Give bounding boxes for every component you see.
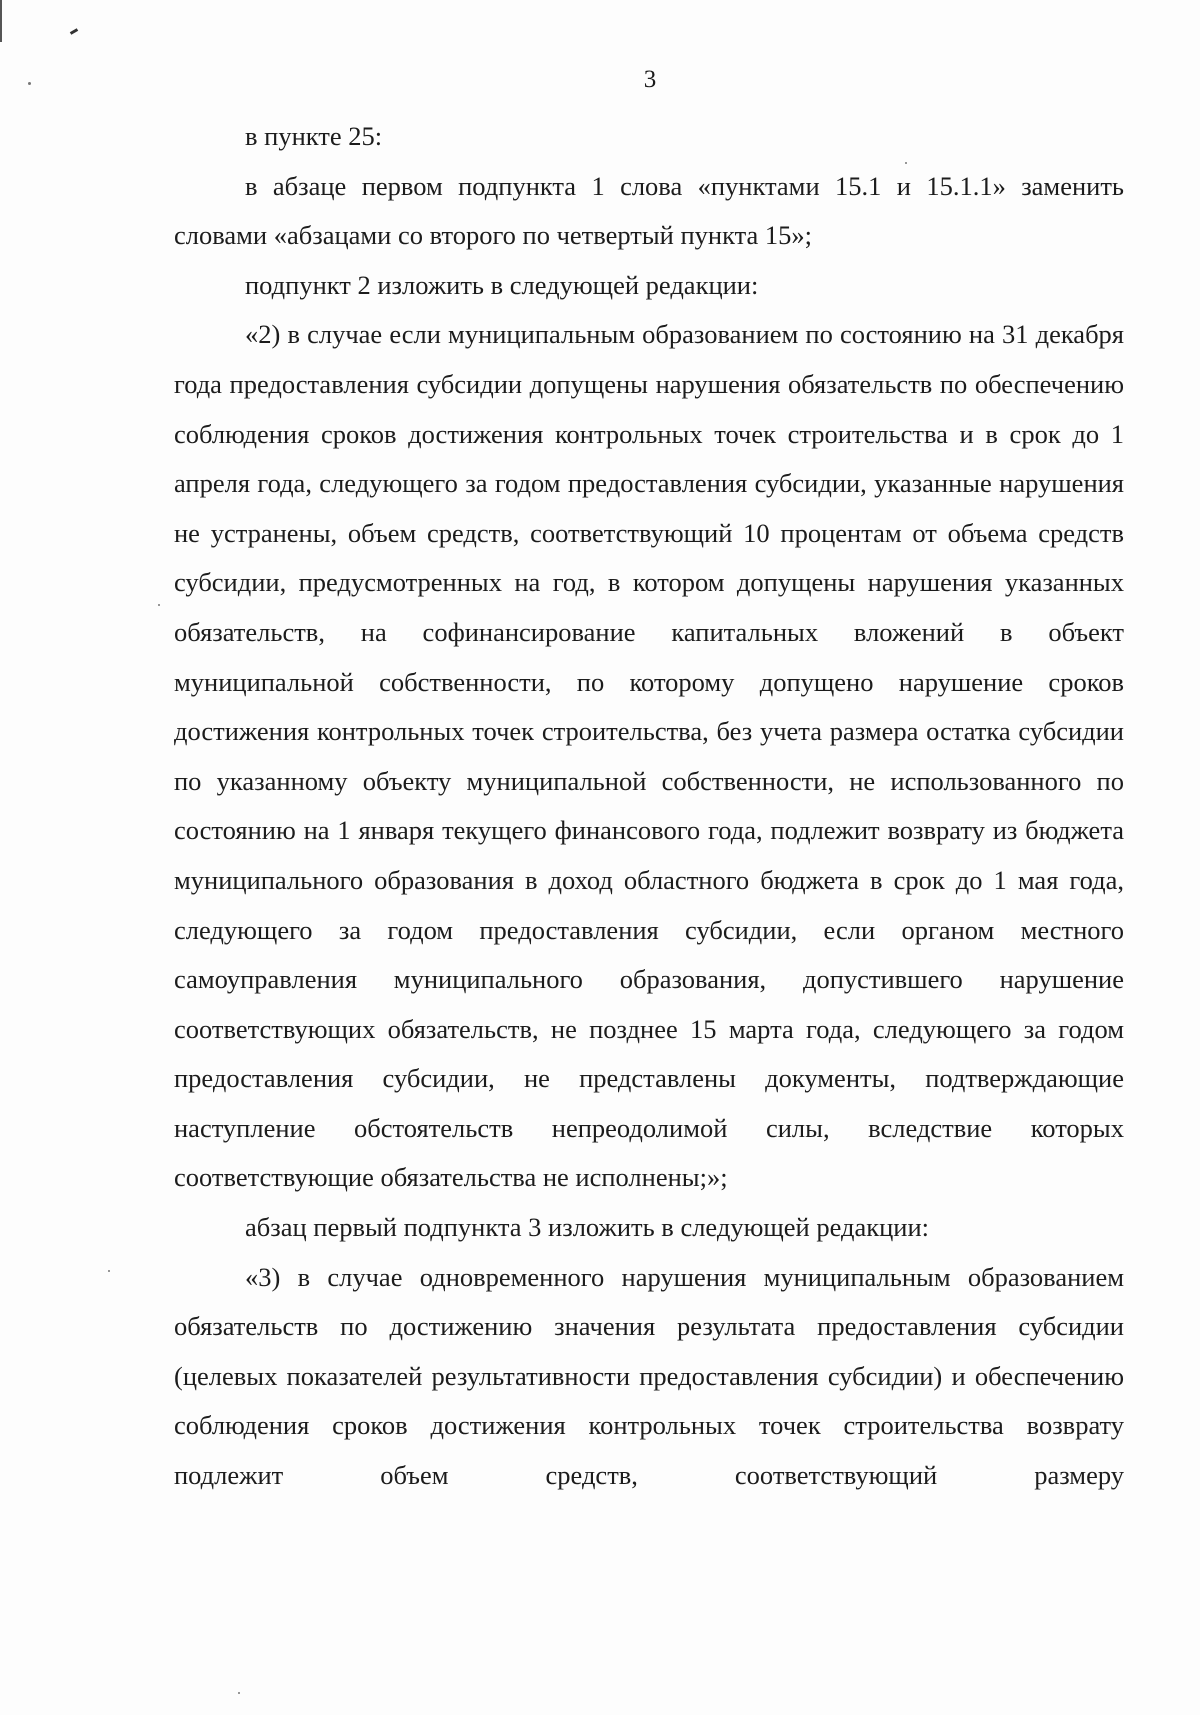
paragraph: в абзаце первом подпункта 1 слова «пунктами 15.1 и 15.1.1» заменить словами «абзацами со второго по четвертый пункта 15»; [174,170,1124,251]
scan-dash-mark [70,28,78,35]
scan-edge-mark [0,0,2,42]
document-body [174,112,1124,1501]
paragraph: подпункт 2 изложить в следующей редакции: [245,269,759,300]
paragraph: «3) в случае одновременного нарушения муниципальным образованием обязательств по достижению значения результата предоставления субсидии (целевых показателей результативности предоставления субсидии) и обеспечению соблюдения сроков достижения контрольных точек строительства возврату подлежит объем средств, соответствующий размеру [174,1261,1124,1491]
paragraph: в пункте 25: [245,121,383,151]
paragraph: абзац первый подпункта 3 изложить в следующей редакции: [245,1212,930,1243]
page-number: 3 [643,66,657,93]
scan-speck [238,1692,240,1694]
scan-speck [108,1270,110,1272]
paragraph: «2) в случае если муниципальным образованием по состоянию на 31 декабря года предоставления субсидии допущены нарушения обязательств по обеспечению соблюдения сроков достижения контрольных точек строительства и в срок до 1 апреля года, следующего за годом предоставления субсидии, указанные нарушения не устранены, объем средств, соответствующий 10 процентам от объема средств субсидии, предусмотренных на год, в котором допущены нарушения указанных обязательств, на софинансирование капитальных вложений в объект муниципальной собственности, по которому допущено нарушение сроков достижения контрольных точек строительства, без учета размера остатка субсидии по указанному объекту муниципальной собственности, не использованного по состоянию на 1 января текущего финансового года, подлежит возврату из бюджета муниципального образования в доход областного бюджета в срок до 1 мая года, следующего за годом предоставления субсидии, если органом местного самоуправления муниципального образования, допустившего нарушение соответствующих обязательств, не позднее 15 марта года, следующего за годом предоставления субсидии, не представлены документы, подтверждающие наступление обстоятельств непреодолимой силы, вследствие которых соответствующие обязательства не исполнены;»; [174,319,1124,1193]
scan-speck [158,604,160,606]
